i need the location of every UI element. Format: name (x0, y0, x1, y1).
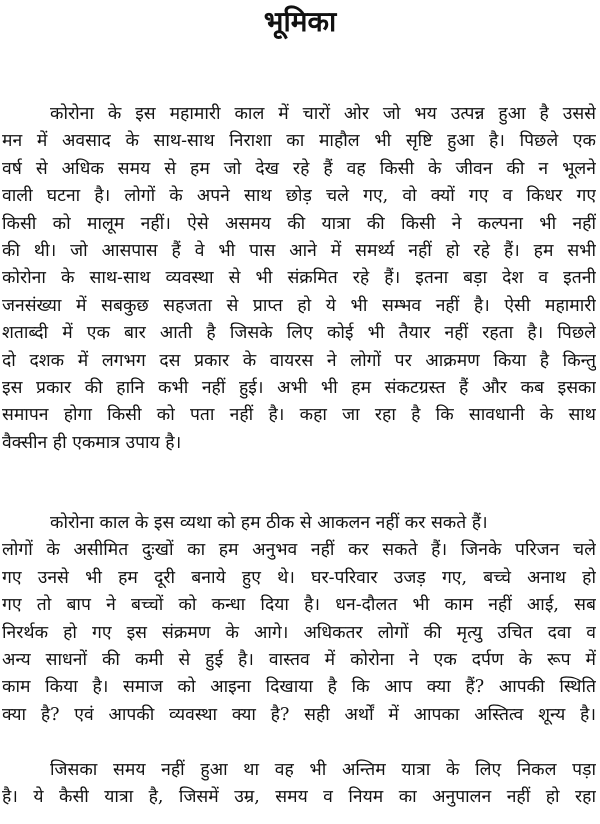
paragraph-line: वर्ष से अधिक समय से हम जो देख रहे हैं वह किसी के जीवन की न भूलने (2, 158, 596, 179)
paragraph-line: इस प्रकार की हानि कभी नहीं हुई। अभी भी हम संकटग्रस्त हैं और कब इसका (2, 378, 596, 399)
paragraph-line: है। ये कैसी यात्रा है, जिसमें उम्र, समय व नियम का अनुपालन नहीं हो रहा (2, 787, 596, 808)
paragraph-line: समापन होगा किसी को पता नहीं है। कहा जा रहा है कि सावधानी के साथ (2, 405, 596, 426)
paragraph-line: मन में अवसाद के साथ-साथ निराशा का माहौल भी सृष्टि हुआ है। पिछले एक (2, 131, 596, 152)
paragraph-line: काम किया है। समाज को आइना दिखाया है कि आप क्या हैं? आपकी स्थिति (2, 677, 596, 698)
paragraph-line: जनसंख्या में सबकुछ सहजता से प्राप्त हो ये भी सम्भव नहीं है। ऐसी महामारी (2, 295, 596, 316)
paragraph-line: लोगों के असीमित दुःखों का हम अनुभव नहीं कर सकते हैं। जिनके परिजन चले (2, 540, 596, 561)
paragraph-line: गए उनसे भी हम दूरी बनाये हुए थे। घर-परिवार उजड़ गए, बच्चे अनाथ हो (2, 567, 596, 588)
paragraph-line: किसी को मालूम नहीं। ऐसे असमय की यात्रा की किसी ने कल्पना भी नहीं (2, 213, 596, 234)
paragraph-2 (2, 510, 596, 729)
paragraph-line: गए तो बाप ने बच्चों को कन्धा दिया है। धन-दौलत भी काम नहीं आई, सब (2, 595, 596, 616)
paragraph-line: कोरोना के साथ-साथ व्यवस्था से भी संक्रमित रहे हैं। इतना बड़ा देश व इतनी (2, 268, 596, 289)
paragraph-line: क्या है? एवं आपकी व्यवस्था क्या है? सही अर्थों में आपका अस्तित्व शून्य है। (2, 704, 596, 725)
paragraph-line: वाली घटना है। लोगों के अपने साथ छोड़ चले गए, वो क्यों गए व किधर गए (2, 186, 596, 207)
paragraph-3 (2, 757, 596, 812)
paragraph-line: कोरोना काल के इस व्यथा को हम ठीक से आकलन नहीं कर सकते हैं। (50, 513, 488, 533)
paragraph-line: दो दशक में लगभग दस प्रकार के वायरस ने लोगों पर आक्रमण किया है किन्तु (2, 350, 596, 371)
paragraph-line: कोरोना के इस महामारी काल में चारों ओर जो भय उत्पन्न हुआ है उससे (50, 104, 596, 124)
paragraph-line: जिसका समय नहीं हुआ था वह भी अन्तिम यात्रा के लिए निकल पड़ा (50, 760, 596, 780)
paragraph-line: वैक्सीन ही एकमात्र उपाय है। (2, 432, 182, 453)
page-title: भूमिका (263, 5, 337, 38)
paragraph-line: अन्य साधनों की कमी से हुई है। वास्तव में कोरोना ने एक दर्पण के रूप में (2, 650, 596, 671)
paragraph-line: शताब्दी में एक बार आती है जिसके लिए कोई भी तैयार नहीं रहता है। पिछले (2, 323, 596, 344)
paragraph-line: की थी। जो आसपास हैं वे भी पास आने में समर्थ्य नहीं हो रहे हैं। हम सभी (2, 241, 596, 262)
paragraph-1 (2, 101, 596, 457)
paragraph-line: निरर्थक हो गए इस संक्रमण के आगे। अधिकतर लोगों की मृत्यु उचित दवा व (2, 622, 596, 643)
